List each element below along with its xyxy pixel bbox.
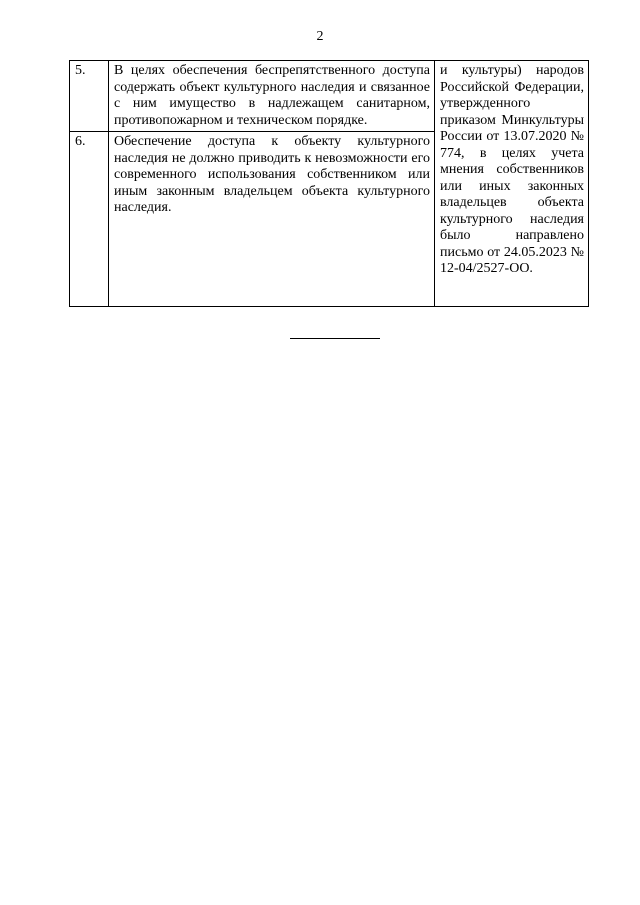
row-number: 5. xyxy=(70,61,109,132)
requirement-text: Обеспечение доступа к объекту культурного наследия не должно приводить к невозможности его современного использования собственником или иным законным владельцем объекта культурного наследия. xyxy=(109,132,435,307)
note-text: и культуры) народов Российской Федерации, утвержденного приказом Минкультуры России от 13.07.2020 № 774, в целях учета мнения собственников или иных законных владельцев объекта культурного наследия было направлено письмо от 24.05.2023 № 12-04/2527-ОО. xyxy=(440,63,584,276)
table-row xyxy=(70,61,589,132)
end-divider xyxy=(290,338,380,339)
row-number: 6. xyxy=(70,132,109,307)
page-number: 2 xyxy=(316,29,324,44)
requirement-text: В целях обеспечения беспрепятственного доступа содержать объект культурного наследия и связанное с ним имущество в надлежащем санитарном, противопожарном и техническом порядке. xyxy=(109,61,435,132)
requirements-table xyxy=(69,60,589,307)
note-cell xyxy=(435,61,589,307)
